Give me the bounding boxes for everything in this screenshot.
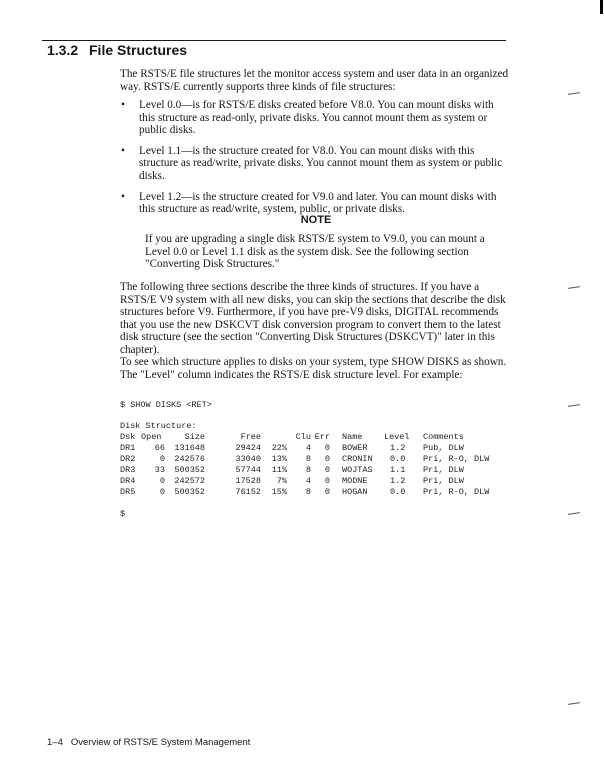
cell-level: 1.2 [390, 443, 406, 453]
cell-err: 0 [324, 454, 330, 464]
cell-dsk: DR4 [120, 476, 136, 486]
column-header: Size [184, 432, 205, 442]
cell-free: 76152 [235, 487, 261, 497]
cell-free: 29424 [235, 443, 261, 453]
cell-comments: Pri, DLW [423, 476, 464, 486]
cell-comments: Pri, DLW [423, 465, 464, 475]
bullet-icon: • [121, 99, 125, 111]
cell-size: 500352 [174, 487, 205, 497]
cell-comments: Pri, R-O, DLW [423, 487, 490, 497]
cell-dsk: DR5 [120, 487, 136, 497]
cell-size: 131648 [174, 443, 205, 453]
cell-size: 242572 [174, 476, 205, 486]
column-header: Comments [423, 432, 464, 442]
change-bar-mark [568, 404, 580, 407]
page-footer [47, 737, 250, 748]
list-item-text: Level 1.1—is the structure created for V8.0. You can mount disks with this structure as read/write, private disks. You cannot mount them as system or public disks. [139, 144, 503, 182]
scan-edge-mark [600, 0, 603, 14]
column-header: Err [314, 432, 330, 442]
bullet-icon: • [121, 190, 125, 203]
cell-level: 1.2 [390, 476, 406, 486]
structure-list [120, 99, 512, 224]
section-heading [47, 42, 187, 58]
table-row [120, 454, 489, 465]
cell-free-pct: 7% [276, 476, 287, 486]
terminal-label: Disk Structure: [120, 421, 197, 431]
cell-free-pct: 13% [271, 454, 287, 464]
cell-level: 0.0 [390, 487, 406, 497]
page-number: 1–4 [47, 737, 63, 748]
intro-text: The RSTS/E file structures let the monitor access system and user data in an organized way. RSTS/E currently supports three kinds of file structures: [120, 68, 509, 93]
cell-size: 500352 [174, 465, 205, 475]
cell-level: 1.1 [390, 465, 406, 475]
intro-paragraph [120, 68, 512, 93]
cell-free-pct: 11% [271, 465, 287, 475]
section-number: 1.3.2 [47, 42, 79, 58]
cell-err: 0 [324, 487, 330, 497]
cell-free-pct: 22% [271, 443, 287, 453]
cell-name: WOJTAS [342, 465, 373, 475]
section-rule [42, 40, 506, 41]
column-header: Open [141, 432, 162, 442]
footer-title: Overview of RSTS/E System Management [70, 737, 251, 748]
show-disks-paragraph [120, 356, 512, 381]
terminal-prompt: $ [120, 509, 126, 519]
list-item-text: Level 0.0—is for RSTS/E disks created before V8.0. You can mount disks with this structure as read-only, private disks. You cannot mount them as system or public disks. [139, 99, 494, 137]
table-header-row [120, 432, 489, 443]
column-header: Clu [295, 432, 311, 442]
cell-err: 0 [324, 465, 330, 475]
list-item [120, 191, 512, 216]
cell-clu: 8 [305, 465, 311, 475]
table-row [120, 487, 489, 498]
cell-comments: Pri, R-O, DLW [423, 454, 490, 464]
sections-paragraph [120, 281, 512, 357]
cell-comments: Pub, DLW [423, 443, 464, 453]
change-bar-mark [568, 286, 580, 289]
cell-name: HOGAN [342, 487, 368, 497]
cell-size: 242576 [174, 454, 205, 464]
column-header: Level [384, 432, 410, 442]
cell-clu: 8 [305, 454, 311, 464]
list-item [120, 99, 512, 137]
note-text: If you are upgrading a single disk RSTS/E system to V9.0, you can mount a Level 0.0 or Level 1.1 disk as the system disk. See the following section "Converting Disk Structures." [145, 233, 485, 271]
column-header [261, 432, 287, 443]
column-header: Free [240, 432, 261, 442]
change-bar-mark [568, 92, 580, 95]
column-header: Dsk [120, 432, 136, 442]
section-title: File Structures [89, 42, 188, 58]
terminal-command: $ SHOW DISKS <RET> [120, 400, 212, 410]
cell-open: 0 [159, 454, 165, 464]
sections-text: The following three sections describe the three kinds of structures. If you have a RSTS/E V9 system with all new disks, you can skip the sections that describe the disk structures before V9. Furthermore, if you have pre-V9 disks, DIGITAL recommends that you use the new DSKCVT disk conversion program to convert them to the latest disk structure (see the section "Converting Disk Structures (DSKCVT)" later in this chapter). [120, 281, 506, 356]
cell-free: 33040 [235, 454, 261, 464]
cell-dsk: DR2 [120, 454, 136, 464]
column-header: Name [342, 432, 363, 442]
cell-open: 66 [154, 443, 165, 453]
cell-free: 57744 [235, 465, 261, 475]
change-bar-mark [568, 512, 580, 515]
cell-free-pct: 15% [271, 487, 287, 497]
cell-level: 0.0 [390, 454, 406, 464]
cell-open: 0 [159, 487, 165, 497]
cell-open: 0 [159, 476, 165, 486]
cell-clu: 4 [305, 443, 311, 453]
cell-free: 17528 [235, 476, 261, 486]
table-row [120, 443, 489, 454]
disk-structure-table [120, 432, 489, 498]
cell-open: 33 [154, 465, 165, 475]
cell-name: CRONIN [342, 454, 373, 464]
list-item [120, 145, 512, 183]
table-row [120, 465, 489, 476]
table-row [120, 476, 489, 487]
cell-err: 0 [324, 443, 330, 453]
cell-dsk: DR3 [120, 465, 136, 475]
list-item-text: Level 1.2—is the structure created for V9.0 and later. You can mount disks with this structure as read/write, system, public, or private disks. [139, 190, 497, 216]
bullet-icon: • [121, 144, 125, 157]
cell-clu: 4 [305, 476, 311, 486]
cell-name: BOWER [342, 443, 368, 453]
cell-name: MODNE [342, 476, 368, 486]
cell-err: 0 [324, 476, 330, 486]
change-bar-mark [568, 702, 580, 705]
show-disks-text: To see which structure applies to disks on your system, type SHOW DISKS as shown. The "Level" column indicates the RSTS/E disk structure level. For example: [120, 356, 507, 381]
cell-clu: 8 [305, 487, 311, 497]
note-title: NOTE [300, 214, 332, 226]
cell-dsk: DR1 [120, 443, 136, 453]
